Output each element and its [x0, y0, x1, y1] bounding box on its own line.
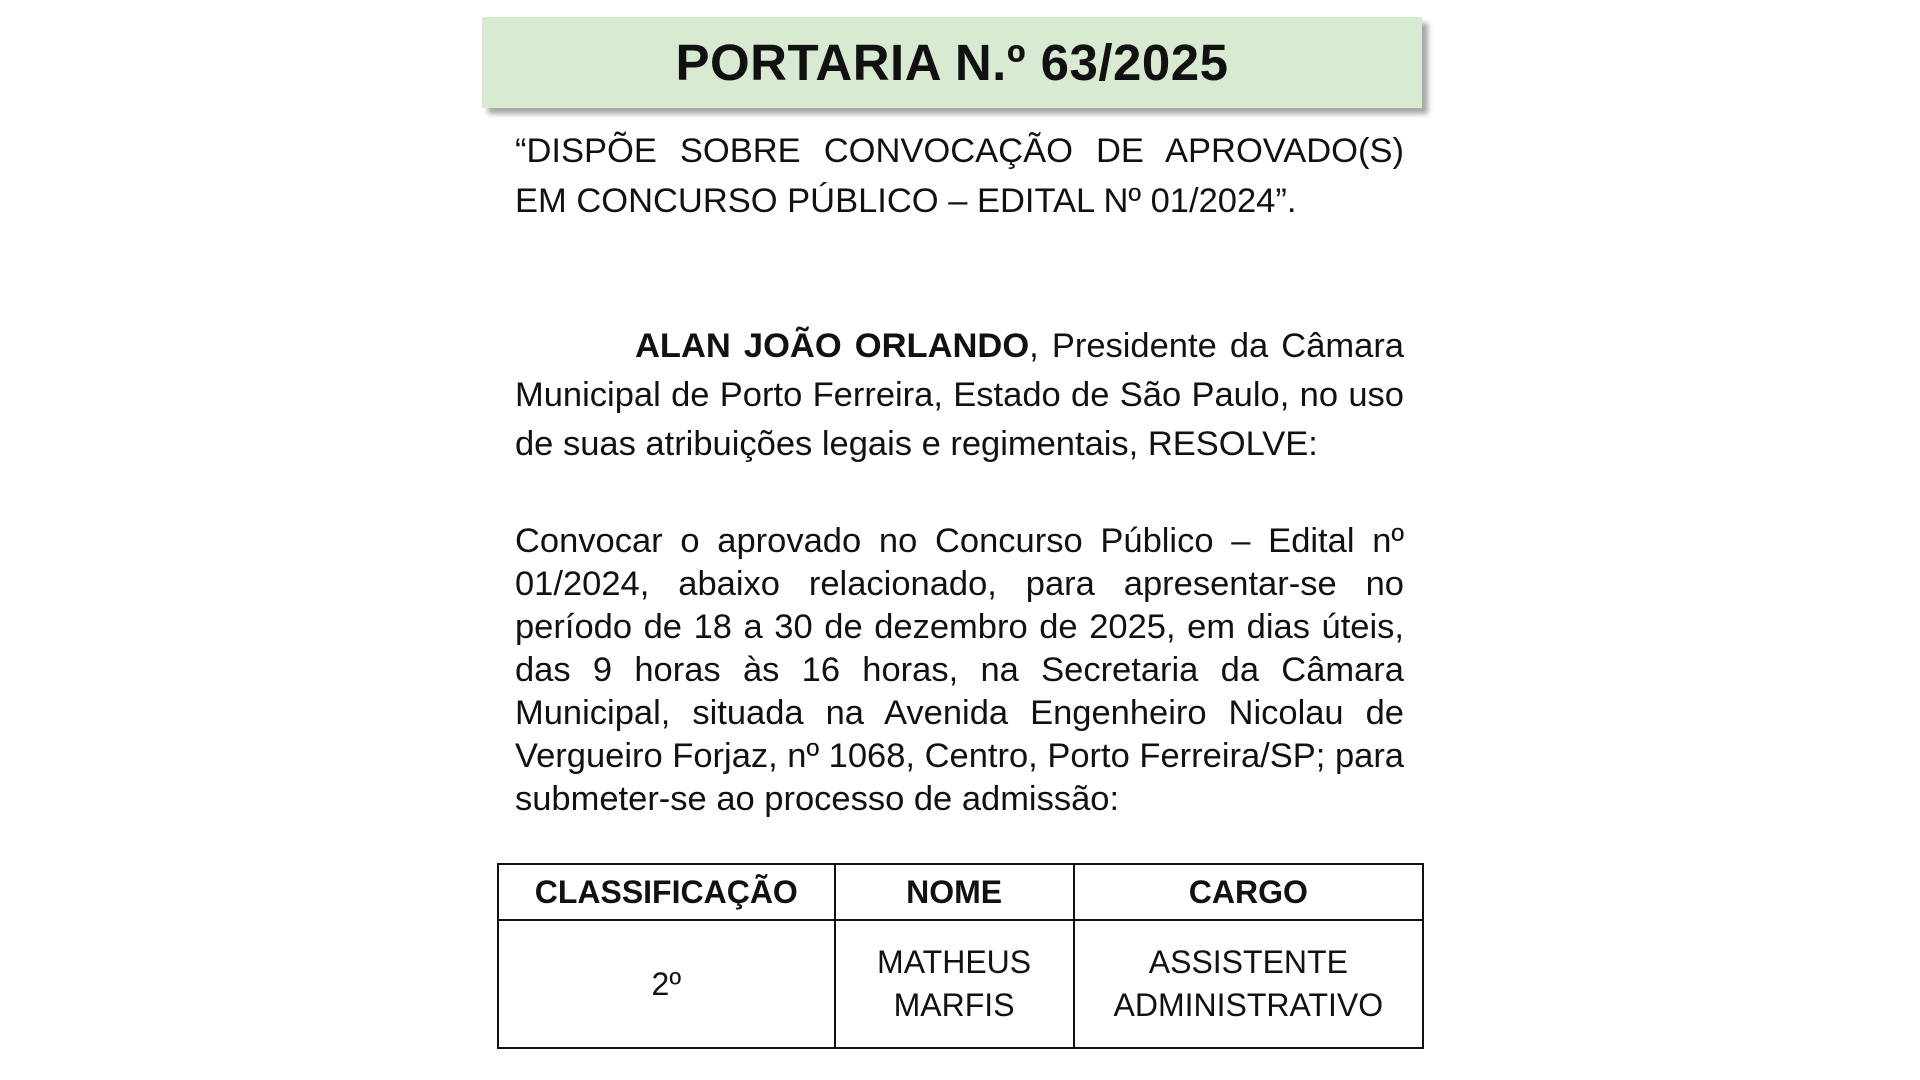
cell-classificacao: 2º	[498, 920, 835, 1048]
table-header-row	[498, 864, 1423, 920]
intro-paragraph	[515, 322, 1404, 469]
title-box	[482, 17, 1422, 108]
document-title: PORTARIA N.º 63/2025	[675, 34, 1229, 91]
subject-paragraph: “DISPÕE SOBRE CONVOCAÇÃO DE APROVADO(S) EM CONCURSO PÚBLICO – EDITAL Nº 01/2024”.	[515, 132, 1404, 220]
intro-text: , Presidente da Câmara Municipal de Porto Ferreira, Estado de São Paulo, no uso de suas atribuições legais e regimentais, RESOLVE:	[515, 327, 1404, 463]
cell-nome-line-2: MARFIS	[893, 987, 1015, 1023]
president-name: ALAN JOÃO ORLANDO	[635, 327, 1030, 365]
table-row	[498, 920, 1423, 1048]
convocation-table	[497, 863, 1424, 1049]
body-paragraph: Convocar o aprovado no Concurso Público – Edital nº 01/2024, abaixo relacionado, para apresentar-se no período de 18 a 30 de dezembro de 2025, em dias úteis, das 9 horas às 16 horas, na Secretaria da Câmara Municipal, situada na Avenida Engenheiro Nicolau de Vergueiro Forjaz, nº 1068, Centro, Porto Ferreira/SP; para submeter-se ao processo de admissão:	[515, 522, 1404, 818]
header-cargo: CARGO	[1074, 864, 1423, 920]
cell-cargo-line-2: ADMINISTRATIVO	[1113, 987, 1384, 1023]
cell-nome	[835, 920, 1074, 1048]
cell-cargo-line-1: ASSISTENTE	[1148, 944, 1348, 980]
cell-cargo	[1074, 920, 1423, 1048]
cell-nome-line-1: MATHEUS	[877, 944, 1032, 980]
header-classificacao: CLASSIFICAÇÃO	[498, 864, 835, 920]
header-nome: NOME	[835, 864, 1074, 920]
